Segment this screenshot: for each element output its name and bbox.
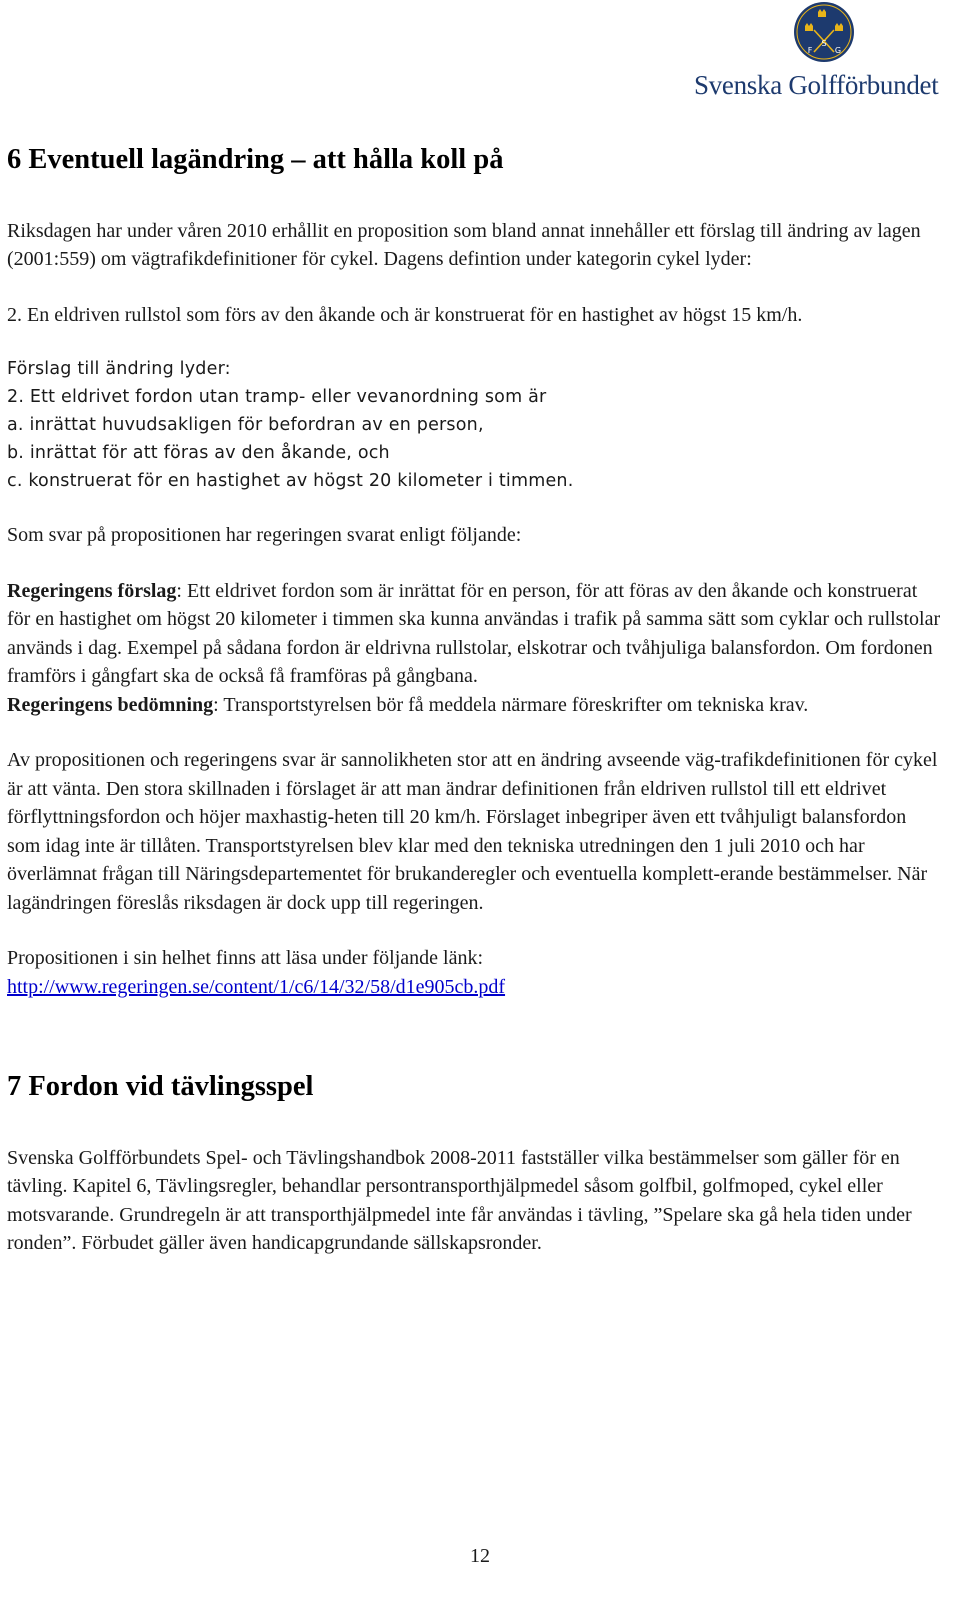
gov-proposal [7,577,942,691]
proposition-link[interactable]: http://www.regeringen.se/content/1/c6/14/32/58/d1e905cb.pdf [7,975,506,998]
proposal-block [7,355,942,495]
gov-proposal-label: Regeringens förslag [7,579,177,602]
document-body [7,142,942,1258]
current-definition: 2. En eldriven rullstol som förs av den åkande och är konstruerat för en hastighet av högst 15 km/h. [7,303,803,326]
proposal-line: 2. Ett eldrivet fordon utan tramp- eller vevanordning som är [7,387,547,407]
logo-letter-s: S [821,39,827,48]
analysis-paragraph: Av propositionen och regeringens svar är sannolikheten stor att en ändring avseende väg-trafikdefinitionen för cykel är att vänta. Den stora skillnaden i förslaget är att man ändrar definitionen från eldriven rullstol till ett eldrivet förflyttningsfordon och höjer maxhastig-heten till 20 km/h. Förslaget inbegriper även ett tvåhjuligt balansfordon som idag inte är tillåten. Transportstyrelsen blev klar med den tekniska utredningen den 1 juli 2010 och har överlämnat frågan till Näringsdepartementet för brukanderegler och eventuella komplett-erande bestämmelser. När lagändringen föreslås riksdagen är dock upp till regeringen. [7,749,938,914]
logo-wordmark: Svenska Golfförbundet [694,70,939,100]
proposal-line: a. inrättat huvudsakligen för befordran av en person, [7,415,484,435]
section-6-heading: 6 Eventuell lagändring – att hålla koll på [7,144,504,175]
gov-assessment-label: Regeringens bedömning [7,693,214,716]
gov-assessment-text: : Transportstyrelsen bör få meddela närmare föreskrifter om tekniska krav. [213,693,809,716]
proposal-label: Förslag till ändring lyder: [7,359,231,379]
section-6-intro: Riksdagen har under våren 2010 erhållit en proposition som bland annat innehåller ett förslag till ändring av lagen (2001:559) om vägtrafikdefinitioner för cykel. Dagens defintion under kategorin cykel lyder: [7,219,921,270]
sgf-emblem-icon [792,0,856,64]
link-paragraph [7,973,942,1002]
logo-letter-f: F [807,46,813,55]
header-logo [694,0,960,110]
section-7-body: Svenska Golfförbundets Spel- och Tävlingshandbok 2008-2011 fastställer vilka bestämmelser som gäller för en tävling. Kapitel 6, Tävlingsregler, behandlar persontransporthjälpmedel såsom golfbil, golfmoped, cykel eller motsvarande. Grundregeln är att transporthjälpmedel inte får användas i tävling, ”Spelare ska gå hela tiden under ronden”. Förbudet gäller även handicapgrundande sällskapsronder. [7,1146,912,1254]
page-number: 12 [470,1545,490,1567]
reply-intro: Som svar på propositionen har regeringen svarat enligt följande: [7,524,522,546]
proposal-line: b. inrättat för att föras av den åkande, och [7,443,390,463]
gov-assessment [7,691,942,720]
link-intro: Propositionen i sin helhet finns att läsa under följande länk: [7,947,484,969]
proposal-line: c. konstruerat för en hastighet av högst 20 kilometer i timmen. [7,471,574,491]
logo-letter-g: G [834,46,842,55]
gov-proposal-text: : Ett eldrivet fordon som är inrättat för en person, för att föras av den åkande och konstruerat för en hastighet om högst 20 kilometer i timmen ska kunna användas i trafik på samma sätt som cyklar och rullstolar används i dag. Exempel på sådana fordon är eldrivna rullstolar, elskotrar och tvåhjuliga balansfordon. Om fordonen framförs i gångfart ska de också få framföras på gångbana. [7,579,941,687]
section-7-heading: 7 Fordon vid tävlingsspel [7,1071,314,1102]
